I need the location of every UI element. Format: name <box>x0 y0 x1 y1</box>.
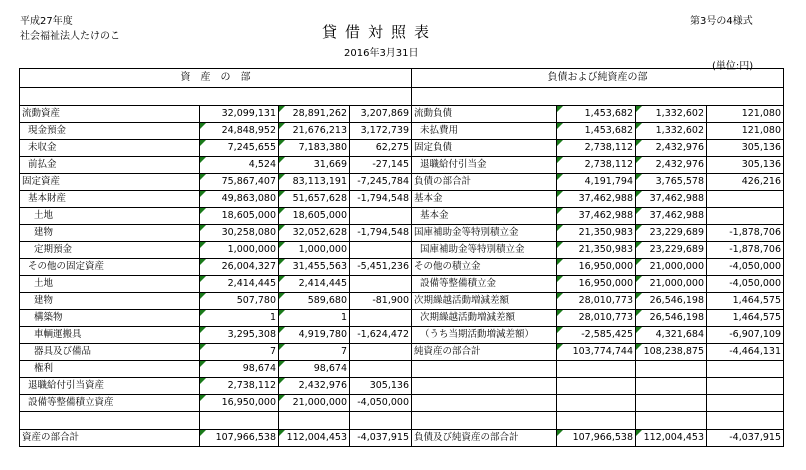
report-date: 2016年3月31日 <box>344 48 419 59</box>
balance-sheet-table <box>19 68 784 447</box>
liabilities-total-change: -4,037,915 <box>707 430 784 447</box>
asset-change <box>350 344 412 361</box>
spacer-row <box>20 412 784 430</box>
asset-previous: 4,919,780 <box>279 327 350 344</box>
table-row <box>20 157 784 174</box>
asset-current: 26,004,327 <box>200 259 279 276</box>
liability-label <box>412 378 557 395</box>
liability-label: 基本金 <box>412 191 557 208</box>
liability-label <box>412 395 557 412</box>
form-number: 第3号の4様式 <box>690 16 753 27</box>
asset-label: その他の固定資産 <box>20 259 200 276</box>
asset-current: 24,848,952 <box>200 123 279 140</box>
liability-change: -4,050,000 <box>707 276 784 293</box>
table-row <box>20 293 784 310</box>
asset-label: 建物 <box>20 293 200 310</box>
asset-change <box>350 310 412 327</box>
liability-previous: 2,432,976 <box>636 140 707 157</box>
table-row <box>20 106 784 123</box>
asset-previous: 21,676,213 <box>279 123 350 140</box>
liability-change: 1,464,575 <box>707 293 784 310</box>
fiscal-year: 平成27年度 <box>20 16 73 27</box>
asset-change <box>350 208 412 225</box>
unit-label: (単位:円) <box>712 61 754 72</box>
asset-change: -1,794,548 <box>350 225 412 242</box>
table-row <box>20 378 784 395</box>
asset-previous: 51,657,628 <box>279 191 350 208</box>
liability-label: （うち当期活動増減差額） <box>412 327 557 344</box>
liability-current: 1,453,682 <box>557 106 636 123</box>
liability-previous: 21,000,000 <box>636 259 707 276</box>
assets-total-previous: 112,004,453 <box>279 430 350 447</box>
table-row <box>20 276 784 293</box>
liability-current: -2,585,425 <box>557 327 636 344</box>
totals-row <box>20 430 784 447</box>
liabilities-section-header: 負債および純資産の部 <box>412 69 784 88</box>
asset-previous: 7,183,380 <box>279 140 350 157</box>
table-row <box>20 123 784 140</box>
liability-current: 21,350,983 <box>557 225 636 242</box>
asset-current: 98,674 <box>200 361 279 378</box>
asset-current: 2,738,112 <box>200 378 279 395</box>
spacer-row <box>20 88 784 106</box>
asset-label: 固定資産 <box>20 174 200 191</box>
asset-current: 7,245,655 <box>200 140 279 157</box>
asset-label: 車輌運搬具 <box>20 327 200 344</box>
liability-current: 4,191,794 <box>557 174 636 191</box>
table-row <box>20 242 784 259</box>
assets-total-current: 107,966,538 <box>200 430 279 447</box>
asset-current: 18,605,000 <box>200 208 279 225</box>
liability-label: 固定負債 <box>412 140 557 157</box>
table-row <box>20 361 784 378</box>
liability-previous <box>636 361 707 378</box>
liability-label: 国庫補助金等特別積立金 <box>412 225 557 242</box>
liability-change: -1,878,706 <box>707 242 784 259</box>
liability-change: 121,080 <box>707 106 784 123</box>
liability-label: 純資産の部合計 <box>412 344 557 361</box>
liability-current: 28,010,773 <box>557 293 636 310</box>
asset-previous: 31,669 <box>279 157 350 174</box>
organization-name: 社会福祉法人たけのこ <box>20 31 120 42</box>
liability-previous: 26,546,198 <box>636 310 707 327</box>
table-row <box>20 208 784 225</box>
liability-label: 次期繰越活動増減差額 <box>412 293 557 310</box>
liability-previous: 108,238,875 <box>636 344 707 361</box>
asset-label: 構築物 <box>20 310 200 327</box>
asset-previous: 21,000,000 <box>279 395 350 412</box>
table-row <box>20 259 784 276</box>
liability-change: 426,216 <box>707 174 784 191</box>
liability-current <box>557 361 636 378</box>
page-title: 貸借対照表 <box>322 23 438 41</box>
asset-change: -1,794,548 <box>350 191 412 208</box>
liability-change: 121,080 <box>707 123 784 140</box>
liability-label <box>412 361 557 378</box>
liability-previous: 26,546,198 <box>636 293 707 310</box>
asset-change: 305,136 <box>350 378 412 395</box>
table-row <box>20 174 784 191</box>
asset-current: 16,950,000 <box>200 395 279 412</box>
section-header-row <box>20 69 784 88</box>
asset-label: 器具及び備品 <box>20 344 200 361</box>
asset-change: -1,624,472 <box>350 327 412 344</box>
liability-change: -1,878,706 <box>707 225 784 242</box>
table-row <box>20 395 784 412</box>
liability-current: 37,462,988 <box>557 208 636 225</box>
liability-change <box>707 395 784 412</box>
liability-previous: 2,432,976 <box>636 157 707 174</box>
asset-current: 49,863,080 <box>200 191 279 208</box>
asset-current: 1,000,000 <box>200 242 279 259</box>
asset-change <box>350 242 412 259</box>
asset-change: 3,207,869 <box>350 106 412 123</box>
liability-current: 21,350,983 <box>557 242 636 259</box>
liability-current: 16,950,000 <box>557 276 636 293</box>
liability-previous: 37,462,988 <box>636 208 707 225</box>
liability-label: 設備等整備積立金 <box>412 276 557 293</box>
liability-label: 次期繰越活動増減差額 <box>412 310 557 327</box>
liability-change <box>707 378 784 395</box>
liability-change: -6,907,109 <box>707 327 784 344</box>
liability-current: 2,738,112 <box>557 140 636 157</box>
liability-label: 国庫補助金等特別積立金 <box>412 242 557 259</box>
liability-current: 1,453,682 <box>557 123 636 140</box>
asset-previous: 31,455,563 <box>279 259 350 276</box>
liability-previous: 1,332,602 <box>636 123 707 140</box>
assets-total-label: 資産の部合計 <box>20 430 200 447</box>
liability-previous: 21,000,000 <box>636 276 707 293</box>
asset-label: 権利 <box>20 361 200 378</box>
liabilities-total-previous: 112,004,453 <box>636 430 707 447</box>
asset-label: 基本財産 <box>20 191 200 208</box>
asset-label: 土地 <box>20 276 200 293</box>
liability-label: 流動負債 <box>412 106 557 123</box>
table-row <box>20 310 784 327</box>
asset-change: -7,245,784 <box>350 174 412 191</box>
liability-previous <box>636 395 707 412</box>
asset-current: 30,258,080 <box>200 225 279 242</box>
liability-current <box>557 378 636 395</box>
asset-previous: 2,432,976 <box>279 378 350 395</box>
asset-change: -5,451,236 <box>350 259 412 276</box>
asset-change: 3,172,739 <box>350 123 412 140</box>
asset-change <box>350 361 412 378</box>
liability-change: -4,050,000 <box>707 259 784 276</box>
liability-label: 退職給付引当金 <box>412 157 557 174</box>
liability-change: 305,136 <box>707 157 784 174</box>
asset-label: 建物 <box>20 225 200 242</box>
asset-current: 2,414,445 <box>200 276 279 293</box>
asset-current: 7 <box>200 344 279 361</box>
liability-previous: 37,462,988 <box>636 191 707 208</box>
asset-previous: 7 <box>279 344 350 361</box>
asset-current: 507,780 <box>200 293 279 310</box>
liability-current: 103,774,744 <box>557 344 636 361</box>
liability-current: 16,950,000 <box>557 259 636 276</box>
liability-current: 37,462,988 <box>557 191 636 208</box>
liability-current: 28,010,773 <box>557 310 636 327</box>
asset-current: 32,099,131 <box>200 106 279 123</box>
asset-previous: 2,414,445 <box>279 276 350 293</box>
asset-current: 3,295,308 <box>200 327 279 344</box>
asset-previous: 589,680 <box>279 293 350 310</box>
asset-label: 前払金 <box>20 157 200 174</box>
asset-label: 設備等整備積立資産 <box>20 395 200 412</box>
asset-previous: 1 <box>279 310 350 327</box>
assets-total-change: -4,037,915 <box>350 430 412 447</box>
liability-change <box>707 208 784 225</box>
asset-change: -4,050,000 <box>350 395 412 412</box>
liability-current: 2,738,112 <box>557 157 636 174</box>
table-row <box>20 344 784 361</box>
asset-previous: 28,891,262 <box>279 106 350 123</box>
liability-label: 基本金 <box>412 208 557 225</box>
asset-label: 流動資産 <box>20 106 200 123</box>
asset-label: 定期預金 <box>20 242 200 259</box>
asset-change: -27,145 <box>350 157 412 174</box>
table-row <box>20 225 784 242</box>
liability-previous: 23,229,689 <box>636 225 707 242</box>
liabilities-total-current: 107,966,538 <box>557 430 636 447</box>
liability-change: -4,464,131 <box>707 344 784 361</box>
liability-change: 305,136 <box>707 140 784 157</box>
asset-label: 退職給付引当資産 <box>20 378 200 395</box>
asset-change: -81,900 <box>350 293 412 310</box>
asset-previous: 83,113,191 <box>279 174 350 191</box>
asset-change: 62,275 <box>350 140 412 157</box>
asset-previous: 32,052,628 <box>279 225 350 242</box>
liability-previous: 3,765,578 <box>636 174 707 191</box>
asset-previous: 98,674 <box>279 361 350 378</box>
liability-current <box>557 395 636 412</box>
asset-change <box>350 276 412 293</box>
asset-current: 1 <box>200 310 279 327</box>
liability-label: 負債の部合計 <box>412 174 557 191</box>
liabilities-total-label: 負債及び純資産の部合計 <box>412 430 557 447</box>
liability-label: その他の積立金 <box>412 259 557 276</box>
liability-previous: 23,229,689 <box>636 242 707 259</box>
asset-previous: 18,605,000 <box>279 208 350 225</box>
asset-current: 75,867,407 <box>200 174 279 191</box>
asset-current: 4,524 <box>200 157 279 174</box>
liability-previous: 4,321,684 <box>636 327 707 344</box>
liability-label: 未払費用 <box>412 123 557 140</box>
liability-change <box>707 361 784 378</box>
liability-change: 1,464,575 <box>707 310 784 327</box>
asset-label: 現金預金 <box>20 123 200 140</box>
liability-change <box>707 191 784 208</box>
asset-previous: 1,000,000 <box>279 242 350 259</box>
asset-label: 土地 <box>20 208 200 225</box>
assets-section-header: 資 産 の 部 <box>20 69 412 88</box>
asset-label: 未収金 <box>20 140 200 157</box>
liability-previous <box>636 378 707 395</box>
table-row <box>20 327 784 344</box>
liability-previous: 1,332,602 <box>636 106 707 123</box>
table-row <box>20 191 784 208</box>
table-row <box>20 140 784 157</box>
